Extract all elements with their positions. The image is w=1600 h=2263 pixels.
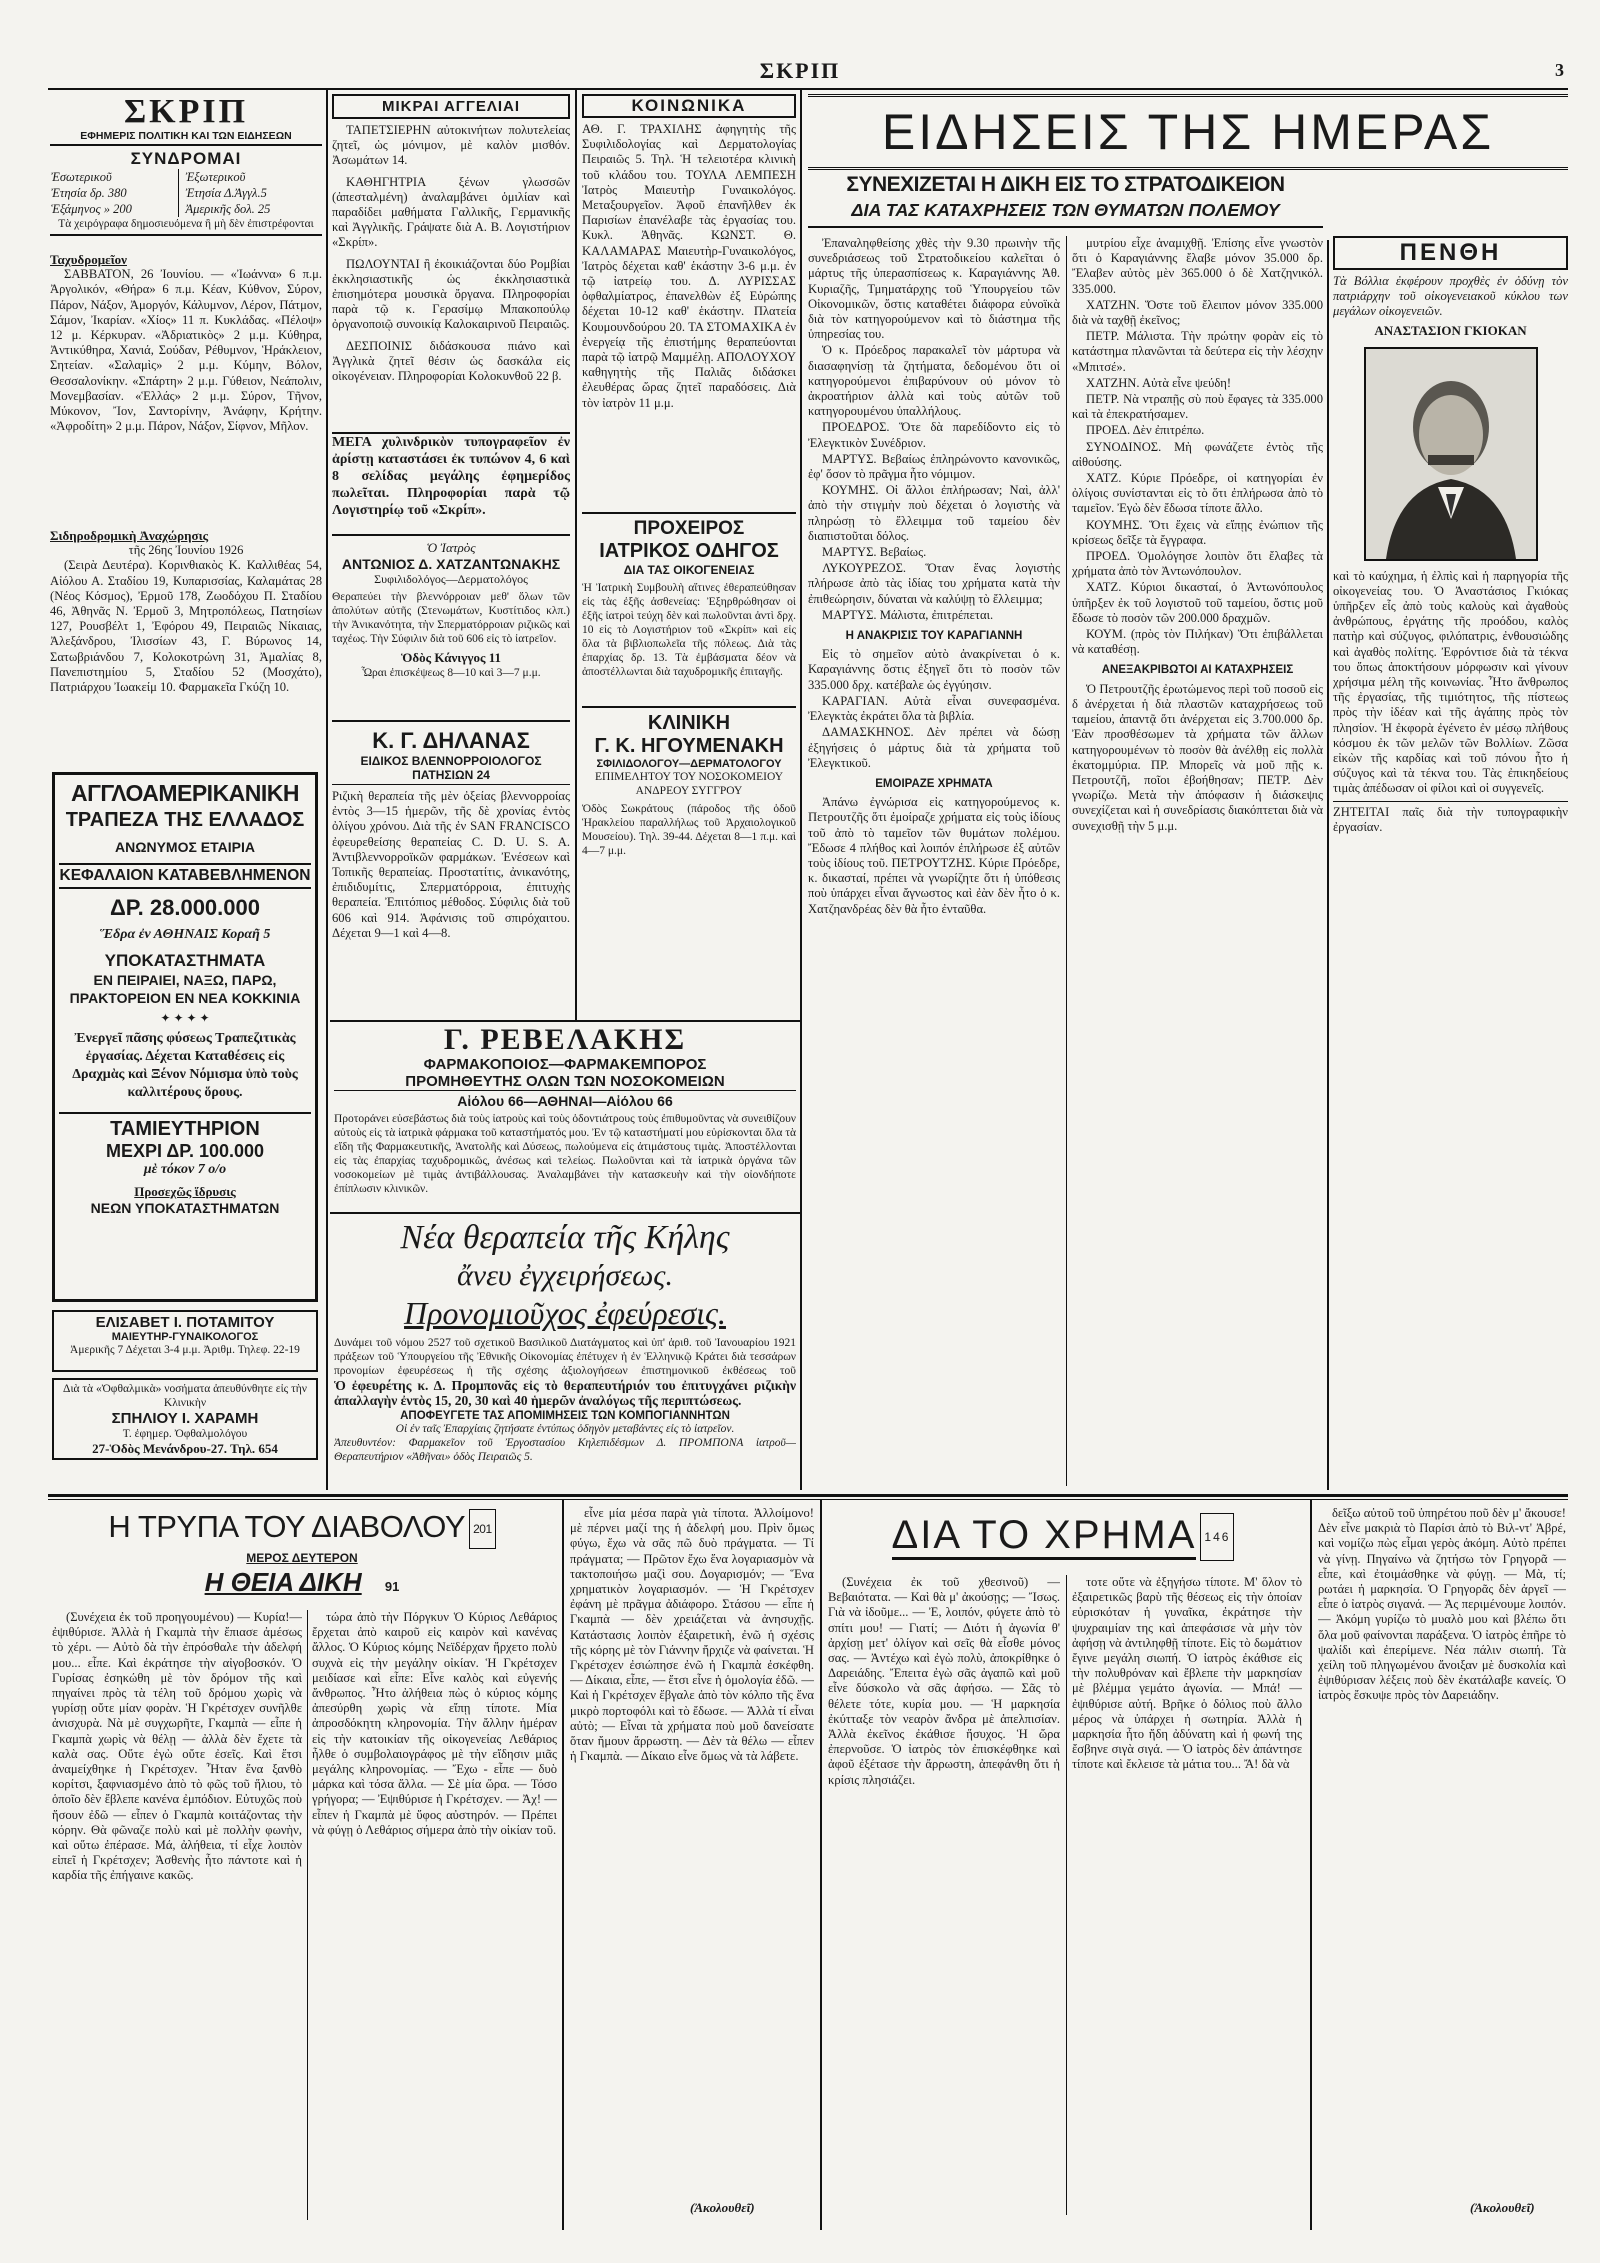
news-paragraph: ΚΑΡΑΓΙΑΝ. Αὐτὰ εἶναι συνεφασμένα. Ἐλεγκτὰς ἐκράτει ὅλα τὰ βιβλία. xyxy=(808,693,1060,724)
eye-clinic-text: Διὰ τὰ «Ὀφθαλμικὰ» νοσήματα ἀπευθύνθητε εἰς τὴν Κλινικὴν xyxy=(63,1383,307,1409)
hernia-line-1: Νέα θεραπεία τῆς Κήλης xyxy=(400,1219,730,1256)
news-banner-box xyxy=(808,94,1568,170)
eye-clinic-name: ΣΠΗΛΙΟΥ Ι. ΧΑΡΑΜΗ xyxy=(111,1410,259,1427)
serial-right-header xyxy=(828,1512,1298,1561)
midwife-spec: ΜΑΙΕΥΤΗΡ-ΓΥΝΑΙΚΟΛΟΓΟΣ xyxy=(111,1331,259,1343)
hernia-contact: Ἀπευθυντέον: Φαρμακεῖον τοῦ Ἐργοστασίου Κηλεπιδέσμων Δ. ΠΡΟΜΠΟΝΑ ἰατροῦ—Θεραπευτήριον «Ἀθῆναι» ὁδὸς Πειραιῶς 5. xyxy=(334,1437,796,1463)
news-paragraph: ΚΟΥΜΗΣ. Ὅτι ἔχεις νὰ εἴπῃς ἐνώπιον τῆς κρίσεως δεῖξε τὰ ἔγγραφα. xyxy=(1072,517,1323,547)
subscriptions-title: ΣΥΝΔΡΟΜΑΙ xyxy=(130,149,242,168)
pharmacy-text: Προτοράνει εὐσεβάστως διὰ τοὺς ἰατροὺς καὶ τοὺς ὀδοντιάτρους τοὺς ἐπιθυμοῦντας νὰ συνειθίζουν αὐτοὺς εἰς τὰ ἰατρικὰ φάρμακα τοῦ καταστήματός μου. Ἐν τῷ καταστήματί μου εὑρίσκονται ὅλα τὰ εἴδη τῆς Φαρμακευτικῆς, Ἀνατολῆς καὶ Δύσεως, πωλούμενα εἰς ἀτιμάστους τιμὰς. Ἀποστέλλονται εἰς τὰς ἐπαρχίας ταχυδρομικῶς, ἀνέσως καὶ τελείως. Πωλοῦνται καὶ τὰ ἰατρικὰ ὀργάνα τῶν νοσοκομείων μὲ τιμὰς ἀντιβάλλουσας. Ἀναλαμβάνει τὴν κατασκευὴν καὶ τὴν οἰονδήποτε ἐπίπλωσιν κλινικῶν. xyxy=(334,1113,796,1195)
obituary-end: ΖΗΤΕΙΤΑΙ παῖς διὰ τὴν τυπογραφικὴν ἐργασίαν. xyxy=(1333,801,1568,835)
pharmacy-top-rule xyxy=(330,1020,800,1022)
serial-right-text-b: τοτε οὔτε νὰ ἐξηγήσω τίποτε. Μ' ὅλον τὸ ἐξαιρετικῶς βαρὺ τῆς θέσεως εἰς τὴν ὁποίαν εὑρισκόταν ἡ γυναῖκα, ἐκράτησε τὴν ψυχραιμίαν της καὶ ἀπεφάσισε νὰ μὴν τὸν ἀφήσῃ νὰ ἀντιληφθῇ τίποτε. Εἰς τὸ δωμάτιον ἔγινε μεγάλη σιωπή. Ὁ ἰατρὸς ἐκάθισε εἰς τὴν πολυθρόναν καὶ ἔβλεπε τὴν μαρκησίαν μὲ βλέμμα γεμάτο ἀγωνία. — Μπά! — ἐψιθύρισε αὐτή. Βρῆκε ὁ δόλιος ποὺ ἄλλο μέρος νὰ ὑπάρχει ἡ σωτηρία. Ἀλλὰ ἡ μαρκησία ἦτο ἤδη ἀδύνατη καὶ ἡ φωνή της ἔσβηνε σιγὰ σιγά. — Ὁ ἰατρὸς δὲν ἀπάντησε τίποτε καὶ ἔκλεισε τὰ μάτια του... Ἄ! δὰ νὰ xyxy=(1072,1575,1302,1772)
serial-right-title: ΔΙΑ ΤΟ ΧΡΗΜΑ xyxy=(892,1513,1197,1560)
doctor-text: Θεραπεύει τὴν βλεννόρροιαν μεθ' ὅλων τῶν ἀπολύτων αὐτῆς (Στενωμάτων, Κυστίτιδος κλπ.) τὴν Ἀνικανότητα, τὴν Σπερματόρροιαν ριζικῶς καὶ ταχέως. Τὴν Σύφιλιν διὰ τοῦ 606 εἰς τὸ ἰατρεῖον. xyxy=(332,591,570,645)
subs-cell: Ἑξάμηνος » 200 xyxy=(51,202,132,216)
column-rule-1 xyxy=(326,90,328,1490)
column-rule-2 xyxy=(575,90,577,1020)
news-column-a xyxy=(808,236,1060,1486)
hernia-ad xyxy=(334,1218,796,1488)
serial-right-number: 146 xyxy=(1200,1513,1234,1561)
masthead-center: ΣΚΡΙΠ xyxy=(759,58,841,83)
news-paragraph: ΔΑΜΑΣΚΗΝΟΣ. Δὲν πρέπει νὰ δώσῃ ἐξηγήσεις ὁ μάρτυς διὰ τὰ χρήματα τοῦ Ἐλεγκτικοῦ. xyxy=(808,725,1060,770)
serial-rule-1 xyxy=(562,1500,564,2230)
serial-left-inner-rule xyxy=(307,1610,308,2220)
paper-subtitle: ΕΦΗΜΕΡΙΣ ΠΟΛΙΤΙΚΗ ΚΑΙ ΤΩΝ ΕΙΔΗΣΕΩΝ xyxy=(50,130,322,146)
medical-guide-ad xyxy=(582,512,796,704)
news-paragraph: ΠΕΤΡ. Μάλιστα. Τὴν πρώτην φορὰν εἰς τὸ κατάστημα πλανῶνται τὰ δεύτερα εἰς τὴν λέσχην «Μπιτσέ». xyxy=(1072,329,1323,374)
serial-right-text-a: (Συνέχεια ἐκ τοῦ χθεσινοῦ) — Βεβαιότατα. — Καὶ θὰ μ' ἀκούσῃς; — Ἴσως. Γιὰ νὰ ἰδοῦμε... — Ἐ, λοιπόν, φύγετε ἀπὸ τὸ σπίτι μου! — Γιατί; — Διότι ἡ ἀγωνία θ' ἀρχίσῃ μετ' ὀλίγον καὶ σεῖς θὰ εἶσθε μόνος σας. — Ἀντέχω καὶ ἐγὼ πολὺ, ἀποκρίθηκε ὁ Δαρειάδης. Ἔπειτα ἐγὼ σᾶς ἀγαπῶ καὶ μοῦ εἶνε δύσκολο νὰ σᾶς ἀφήσω. — Σᾶς τὸ θέλετε τότε, κυρία μου. — Ἡ μαρκησία ἐκύτταξε τὸν νεαρὸν ἄνδρα μὲ ἀπελπισίαν. Ἀλλὰ ἐκεῖνος ἐκάθισε ἥσυχος. Ἡ ὥρα ἐπερνοῦσε. Ὁ ἰατρὸς τὸν ἐπισκέφθηκε καὶ ἀφοῦ ἐξέτασε τὴν ἄρρωστη, ἀπεφάνθη ὅτι ἡ κρίσις πλησιάζει. xyxy=(828,1575,1060,1787)
doctor-address: Ὁδὸς Κάνιγγος 11 xyxy=(400,650,501,665)
subs-cell: Ἀμερικῆς δολ. 25 xyxy=(179,201,322,217)
bank-ornament: ✦ ✦ ✦ ✦ xyxy=(160,1011,210,1025)
news-column-rule xyxy=(1066,236,1067,1486)
news-paragraph: ΧΑΤΖ. Κύριε Πρόεδρε, οἱ κατηγορίαι ἐν ὀλίγοις συνίστανται εἰς τὸ ὅτι ἐπλήρωσα ἀπὸ τὸ ταμεῖον. Ἐγὼ δὲν ἔδωσα τίποτε ἄλλο. xyxy=(1072,471,1323,516)
serial-left-text-b: τώρα ἀπὸ τὴν Πόργκυν Ὁ Κύριος Λεθάριος ἔρχεται ἀπὸ καιροῦ εἰς καιρὸν καὶ κανένας ἄλλος. Ὁ Κύριος κόμης Νεϊδέρχαν ἤρχετο πολὺ συχνὰ εἰς τὴν μεγάλην οἰκίαν. Ἡ Γκρέτσχεν μειδίασε καὶ εἶπε: Εἶνε καλὸς καὶ εὐγενής ἄνθρωπος. Ἦτο ἀλήθεια πὼς ὁ κύριος κόμης ἀπεσύρθη χωρὶς νὰ εἴπῃ τίποτε. Μία ἀπροσδόκητη κληρονομία. Τὴν ἄλλην ἡμέραν εἰς τὴν κατοικίαν τῆς οἰκογενείας Λεθάριος ἦλθε ὁ συμβολαιογράφος μὲ τὴν εἴδησιν μιᾶς μεγάλης κληρονομίας. — Ἔχω - εἶπε — δυὸ μάρκα καὶ τόσα ἄλλα. — Σὲ μία ὥρα. — Τόσο γρήγορα; — Ἐψιθύρισε ἡ Γκρέτσχεν. — Ἀχ! — εἶπεν ἡ Γκαμπὰ μὲ ὕφος αὐστηρόν. — Πρέπει νὰ φύγῃ ὁ Λεθάριος σήμερα ἀπὸ τὴν οἰκίαν τοῦ. xyxy=(312,1610,557,1837)
post-text: ΣΑΒΒΑΤΟΝ, 26 Ἰουνίου. — «Ἰωάννα» 6 π.μ. Ἀργολικόν, «Θήρα» 6 π.μ. Κέαν, Κύθνον, Σύρον, Πάρον, Νάξον, Ἀμοργόν, Κάλυμνον, Λέρον, Πάτμον, Σάμον, Ἰκαρίαν. «Χίος» 11 π. Κυκλάδας. «Πέλοψ» 12 μ. Κέρκυραν. «Ἀδριατικὸς» 2 μ.μ. Κύθηρα, Ἀντικύθηρα, Χανιά, Σούδαν, Ρέθυμνον, Ἡράκλειον, Σητείαν. «Σαλαμὶς» 2 μ.μ. Κύμην, Βόλον, Θεσσαλονίκην. «Σπάρτη» 2 μ.μ. Γύθειον, Νεάπολιν, Μονεμβασίαν. «Ἑλλάς» 2 μ.μ. Σύρον, Τῆνον, Μύκονον, Ἴον, Σαντορίνην, Ἀνάφην, Κρήτην. «Ἀφροδίτη» 2 μ.μ. Πάρον, Νάξον, Σίφνον, Μῆλον. xyxy=(50,267,322,434)
bank-branches: ΕΝ ΠΕΙΡΑΙΕΙ, ΝΑΞΩ, ΠΑΡΩ, ΠΡΑΚΤΟΡΕΙΟΝ ΕΝ ΝΕΑ ΚΟΚΚΙΝΙΑ xyxy=(69,972,301,1006)
classifieds-box xyxy=(332,94,570,385)
guide-text: Ἡ Ἰατρικὴ Συμβουλὴ αἵτινες ἐθεραπεύθησαν εἰς τὰς ἐξῆς ἀσθενείας: Ἐξηρθρώθησαν οἱ ἐξῆς ἰατροὶ τεύχη δὲν καὶ πωλοῦνται ἀντὶ δρχ. 10 εἰς τὸ Λογιστήριον τοῦ «Σκρίπ» καὶ εἰς ὅλα τὰ βιβλιοπωλεῖα τῆς πόλεως. Διὰ τὰς ἐπαρχίας δρ. 13. Τὰ ἐμβάσματα δέον νὰ ἀποστέλλωνται διὰ ταχυδρομικῆς ἐπιταγῆς. xyxy=(582,582,796,678)
pharmacy-address: Αἰόλου 66—ΑΘΗΝΑΙ—Αἰόλου 66 xyxy=(457,1093,673,1109)
guide-subtitle: ΔΙΑ ΤΑΣ ΟΙΚΟΓΕΝΕΙΑΣ xyxy=(623,563,755,577)
hernia-line-3: Προνομιοῦχος ἐφεύρεσις. xyxy=(404,1295,726,1331)
pharmacy-name: Γ. ΡΕΒΕΛΑΚΗΣ xyxy=(443,1024,687,1056)
trains-title: Σιδηροδρομικὴ Ἀναχώρησις xyxy=(50,528,209,543)
eye-clinic-address: 27-Ὁδὸς Μενάνδρου-27. Τηλ. 654 xyxy=(92,1441,278,1456)
printing-press-ad xyxy=(332,432,570,536)
subs-cell: Ἐτησία Δ.Ἀγγλ.5 xyxy=(179,185,322,201)
news-paragraph: ΠΡΟΕΔ. Ὁμολόγησε λοιπὸν ὅτι ἔλαβες τὰ χρήματα ἀπὸ τὸν Ἀντωνόπουλον. xyxy=(1072,549,1323,579)
trains-text: (Σειρὰ Δευτέρα). Κορινθιακὸς Κ. Καλλιθέας 54, Αἰόλου Α. Σταδίου 19, Κυπαρισσίας, Καλαμάτας 28 (Νέος Κόσμος), Ἐρμοῦ 178, Ζωοδόχου Π. Σταδίου 46, Ἀθηνᾶς Ν. Ἐρμοῦ 3, Μητροπόλεως, Πατησίων 127, Ρουσβέλτ 1, Ἐφόρου 49, Πειραιῶς Νίκαιας, Ἀλεξάνδρου, Ἰλισσίων 43, Γ. Βύρωνος 14, Σατωβριάνδου 7, Κολοκοτρώνη 31, Ἀμαλίας 8, Πανεπιστημίου 5, Σταδίου 52 (Μοσχάτο), Πατριάρχου Ἰωακείμ 10. Φαρμακεῖα Γκύζη 10. xyxy=(50,558,322,695)
column-rule-3 xyxy=(800,90,802,1490)
post-section xyxy=(50,252,322,527)
classified-item: ΤΑΠΕΤΣΙΕΡΗΝ αὐτοκινήτων πολυτελείας ζητεῖ, ὡς μόνιμον, μὲ καλὸν μισθόν. Ἀσωμάτων 14. xyxy=(332,123,570,168)
hernia-line-2: ἄνευ ἐγχειρήσεως. xyxy=(457,1259,673,1292)
bank-ad xyxy=(52,772,318,1302)
news-headline-2: ΔΙΑ ΤΑΣ ΚΑΤΑΧΡΗΣΕΙΣ ΤΩΝ ΘΥΜΑΤΩΝ ΠΟΛΕΜΟΥ xyxy=(808,198,1323,228)
bank-name: ΑΓΓΛΟΑΜΕΡΙΚΑΝΙΚΗ xyxy=(70,780,300,806)
news-paragraph: Εἰς τὸ σημεῖον αὐτὸ ἀνακρίνεται ὁ κ. Καραγιάννης ὅστις ἐξηγεῖ ὅτι τὸ ποσὸν τῶν 335.000 δρχ. κατέβαλε ὡς ἐγγύησιν. xyxy=(808,647,1060,692)
news-paragraph: Ὁ κ. Πρόεδρος παρακαλεῖ τὸν μάρτυρα νὰ διασαφηνίσῃ τὰ ζητήματα, δεδομένου ὅτι οἱ κατηγορούμενοι ἐπιβαρύνουν οὐ μόνον τὸ ἀκροατήριον ἀλλὰ καὶ τοὺς αὐτῶν τοῦ κατηγορουμένου ὑπαλλήλους. xyxy=(808,343,1060,419)
pharmacy-ad xyxy=(334,1024,796,1210)
serial-left-title-line xyxy=(52,1508,552,1549)
subs-cell: Ἐσωτερικοῦ xyxy=(51,170,112,184)
bank-capital-label: ΚΕΦΑΛΑΙΟΝ ΚΑΤΑΒΕΒΛΗΜΕΝΟΝ xyxy=(59,863,311,889)
subscriptions-table xyxy=(50,169,322,217)
news-paragraph: ΚΟΥΜ. (πρὸς τὸν Πιλήκαν) Ὅτι ἐπιβάλλεται νὰ καταθέσῃ. xyxy=(1072,627,1323,657)
pharmacy-sub: ΦΑΡΜΑΚΟΠΟΙΟΣ—ΦΑΡΜΑΚΕΜΠΟΡΟΣ xyxy=(423,1056,707,1073)
classified-item: ΚΑΘΗΓΗΤΡΙΑ ξένων γλωσσῶν (ἀπεσταλμένη) ἀναλαμβάνει ὁμιλίαν καὶ παραδίδει μαθήματα Γαλλικῆς, Γερμανικῆς καὶ Ἀγγλικῆς. Γράψατε διὰ Α. Β. Λογιστήριον «Σκρίπ». xyxy=(332,174,570,250)
hernia-top-rule xyxy=(330,1212,800,1214)
hernia-bold: Ὁ ἐφευρέτης κ. Δ. Προμπονᾶς εἰς τὸ θεραπευτήριόν του ἐπιτυγχάνει ριζικὴν ἀπαλλαγὴν ἐντὸς 15, 20, 30 καὶ 40 ἡμερῶν ἀναλόγως τῆς περιπτώσεως. xyxy=(334,1378,796,1408)
serial-left-title: Η ΤΡΥΠΑ ΤΟΥ ΔΙΑΒΟΛΟΥ xyxy=(108,1509,466,1544)
portrait-photo-icon xyxy=(1366,349,1536,559)
eye-clinic-sub: Τ. ἐφημερ. Ὀφθαλμολόγου xyxy=(122,1428,248,1440)
midwife-ad xyxy=(52,1310,318,1372)
post-title: Ταχυδρομεῖον xyxy=(50,252,127,267)
masthead-box xyxy=(50,94,322,236)
news-paragraph: ΚΟΥΜΗΣ. Οἱ ἄλλοι ἐπλήρωσαν; Ναὶ, ἀλλ' ἀπὸ τὴν στιγμὴν ποὺ δέχεται ὁ λογιστὴς νὰ πληρώσῃ τὸ ἔλλειμμα τοῦ ταμείου δὲν διαπιστοῦται δόλος. xyxy=(808,483,1060,543)
bank-new-branches: ΝΕΩΝ ΥΠΟΚΑΤΑΣΤΗΜΑΤΩΝ xyxy=(90,1200,280,1216)
bank-savings: ΤΑΜΙΕΥΤΗΡΙΟΝ xyxy=(59,1112,311,1141)
bank-capital: ΔΡ. 28.000.000 xyxy=(109,895,260,920)
clinic-ad xyxy=(582,706,796,1018)
news-paragraph: ΛΥΚΟΥΡΕΖΟΣ. Ὅταν ἕνας λογιστὴς πλήρωσε ἀπὸ τὰς ἰδίας του χρήματα κατὰ τὴν ἐπιθεώρησιν, δύναται νὰ καλύψῃ τὸ ἔλλειμμα; xyxy=(808,561,1060,606)
clinic-name: Γ. Κ. ΗΓΟΥΜΕΝΑΚΗ xyxy=(594,735,784,757)
serial-middle-text: εἶνε μία μέσα παρὰ γιὰ τίποτα. Ἀλλοίμονο! μὲ πέρνει μαζί της ἡ ἀδελφή μου. Πρὶν ὅμως φύγω, ἔχω νὰ σᾶς πῶ δυὸ πράγματα. — Τί πράγματα; — Πρῶτον ἔχω ἕνα λογαριασμὸν νὰ τακτοποιήσω μαζὶ σου. Δογαρισμόν; — Ἕνα χρηματικὸν λογαριασμόν. — Ἡ Γκρέτσχεν ἐφάνη μὲ πρᾶγμα ἀδιάφορο. Στάσου — εἶπε ἡ Γκαμπὰ — δὲν χρειάζεται νὰ ἀνησυχῇς. Κατάστασις λοιπὸν ἐξαιρετικὴ, ἐνῶ ἡ σχέσις τῆς κόρης μὲ τὸν Γιάννην ἤρχιζε νὰ φαίνεται. Ἡ Γκρέτσχεν ἐσιώπησε ἐνῶ ἡ Γκαμπὰ ἐσκέφθη. — Δίκαια, εἶπε, — ἔτσι εἶνε ἡ ὁμολογία ἐδῶ. — Καὶ ἡ Γκρέτσχεν ἔβγαλε ἀπὸ τὸν κόλπο τῆς ἕνα μικρὸ πορτοφόλι καὶ τὸ ἔδωσε. — Ἀλλὰ τί εἶναι αὐτὸ; — Εἶναι τὰ χρήματα ποὺ μοῦ δανείσατε ὅταν ἤμουν ἄρρωστη. — Δὲν τὰ θέλω — εἶπεν ἡ Γκαμπὰ. — Δίκαιο εἶνε ὅμως νὰ τὰ λάβετε. xyxy=(570,1506,814,1764)
social-title: ΚΟΙΝΩΝΙΚΑ xyxy=(582,94,796,118)
news-subhead: ΕΜΟΙΡΑΖΕ ΧΡΗΜΑΤΑ xyxy=(875,777,993,790)
lab-text: Ριζικὴ θεραπεία τῆς μὲν ὀξείας βλεννορροίας ἐντὸς 3—15 ἡμερῶν, τῆς δὲ χρονίας ἐντὸς ὀλίγου χρόνου. Διὰ τῆς ἐν SAN FRANCISCO ἐφευρεθείσης θεραπείας C. D. U. S. A. Ἀντιβλεννορροϊκῶν φαρμάκων. Ἐνέσεων καὶ Τοπικῆς θεραπείας. Προστατίτις, ἀνικανότης, ἐπιδιδυμίτις, Σπερματόρροια, ἐπιτυχὴς θεραπεία. Ἐπιτόπιος μέθοδος. Σύφιλις διὰ τοῦ 606 καὶ 914. Ἀφάνισις τοῦ σπιρόχαιτου. Δέχεται 9—1 καὶ 4—8. xyxy=(332,789,570,940)
news-paragraph: ΜΑΡΤΥΣ. Βεβαίως ἐπληρώνοντο κανονικῶς, ἐφ' ὅσον τὸ πρᾶγμα ἦτο νόμιμον. xyxy=(808,451,1060,482)
news-paragraph: Ὁ Πετρουτζῆς ἐρωτώμενος περὶ τοῦ ποσοῦ εἰς δ ἀνέρχεται ἡ διὰ πλαστῶν καταχρήσεως τοῦ ταμείου, ἀπαντᾷ ὅτι ἀνέρχεται εἰς 3.700.000 δρ. Ἐὰν προσθέσωμεν τὰ χρήματα τῶν ἄλλων κατηγορουμένων τὸ ποσὸν θὰ ἀνέλθῃ εἰς πολλὰ ἑκατομμύρια. ΠΡ. Μπορεῖς νὰ μοῦ πῇς κ. Πετρουτζῆ, ποῖοι ἐβοήθησαν; ΠΕΤΡ. Δὲν γνωρίζω. Μετὰ τὴν ἀπόφασιν ἡ διάσκεψις συνεχίζεται καὶ ἡ συνεδρίασις διακόπτεται διὰ νὰ συνεχισθῇ τὴν 5 μ.μ. xyxy=(1072,681,1323,833)
trains-section xyxy=(50,528,322,768)
news-column-b xyxy=(1072,236,1323,1486)
news-subhead: ΑΝΕΞΑΚΡΙΒΩΤΟΙ ΑΙ ΚΑΤΑΧΡΗΣΕΙΣ xyxy=(1101,664,1294,677)
guide-title-2: ΙΑΤΡΙΚΟΣ ΟΔΗΓΟΣ xyxy=(599,540,779,562)
doctor-name: ΑΝΤΩΝΙΟΣ Δ. ΧΑΤΖΑΝΤΩΝΑΚΗΣ xyxy=(341,556,561,572)
serial-left-number: 201 xyxy=(469,1509,496,1549)
lab-subtitle: ΕΙΔΙΚΟΣ ΒΛΕΝΝΟΡΡΟΙΟΛΟΓΟΣ xyxy=(360,754,542,768)
obituary-section xyxy=(1333,236,1568,1486)
news-paragraph: μυτρίου εἶχε ἀναμιχθῇ. Ἐπίσης εἶνε γνωστὸν ὅτι ὁ Καραγιάννης ἔλαβε μόνον 35.000 δρ. Ἔλαβεν αὐτὸς μὲν 365.000 ὁ δὲ Χατζηνικόλ. 335.000. xyxy=(1072,236,1323,296)
pharmacy-sub-2: ΠΡΟΜΗΘΕΥΤΗΣ ΟΛΩΝ ΤΩΝ ΝΟΣΟΚΟΜΕΙΩΝ xyxy=(334,1073,796,1091)
doctor-label: Ὁ Ἰατρὸς xyxy=(426,540,476,555)
subs-cell: Ἐτησία δρ. 380 xyxy=(51,186,127,200)
hernia-warning: ΑΠΟΦΕΥΓΕΤΕ ΤΑΣ ΑΠΟΜΙΜΗΣΕΙΣ ΤΩΝ ΚΟΜΠΟΓΙΑΝΝΗΤΩΝ xyxy=(400,1410,730,1422)
clinic-title: ΚΛΙΝΙΚΗ xyxy=(647,712,731,734)
news-headline-box xyxy=(808,172,1323,228)
serial-right-continued: (Ἀκολουθεῖ) xyxy=(1470,2200,1535,2215)
serial-left-chapter-number: 91 xyxy=(384,1578,400,1594)
news-headline-1: ΣΥΝΕΧΙΖΕΤΑΙ Η ΔΙΚΗ ΕΙΣ ΤΟ ΣΤΡΑΤΟΔΙΚΕΙΟΝ xyxy=(846,173,1285,196)
subscriptions-note: Τὰ χειρόγραφα δημοσιευόμενα ἢ μὴ δὲν ἐπιστρέφονται xyxy=(50,217,322,236)
serial-right-text-c: δεῖξω αὐτοῦ τοῦ ὑπηρέτου ποῦ δὲν μ' ἄκουσε! Δὲν εἶνε μακριὰ τὸ Παρίσι ἀπὸ τὸ Βιλ-ντ' Ἀβρέ, καὶ νομίζω πὼς εἶμαι γερὸς ἀκόμη. Αὐτὸ πρέπει νὰ γίνῃ. Πηγαίνω νὰ ζητήσω τὸν Γρηγορᾶ — εἶπε, καὶ ἐτοιμάσθηκε νὰ φύγῃ. — Μὰ, τί; ρωτάει ἡ μαρκησία. Ὁ Γρηγορᾶς δὲν ἀργεῖ — εἶπε ὁ ἰατρὸς σιγανά. — Ἀς περιμένουμε λοιπόν. — Ἀκόμη γυρίζω τὸ μυαλὸ μου καὶ βλέπω ὅτι ὅλα μοῦ φαίνονται παράξενα. Ὁ ἰατρὸς ἐπῆρε τὸ ψαλίδι καὶ ἐπερίμενε. Νέα πάλιν σιωπή. Τὰ χείλη τοῦ πληγωμένου ἄνοιξαν μὲ δυσκολία καὶ ἐψιθύρισαν λέξεις ποὺ δὲν ἐκατάλαβε κανείς. Ὁ ἰατρὸς ἔσκυψε πρὸς τὸν Δαρειάδην. xyxy=(1318,1506,1566,1703)
lab-ad xyxy=(332,728,570,1018)
news-paragraph: ΠΕΤΡ. Νὰ ντραπῇς σὺ ποὺ ἔφαγες τὰ 335.000 καὶ τὰ ἐπεκρατήσαμεν. xyxy=(1072,392,1323,422)
classified-item: ΠΩΛΟΥΝΤΑΙ ἢ ἐκοικιάζονται δύο Ρομβίαι ἐκκλησιαστικῆς ὡς ἐκκλησιαστικὰ ἐπισημότερα μουσικὰ ὄργανα. Πληροφορίαι παρὰ τῷ κ. Γερασίμῳ Μπακοπούλῳ ὀργανοποιῷ συνοικίᾳ Καλοκαιρινοῦ Πειραιῶς. xyxy=(332,256,570,332)
lab-title: Κ. Γ. ΔΗΛΑΝΑΣ xyxy=(372,728,530,753)
serial-left-part: ΜΕΡΟΣ ΔΕΥΤΕΡΟΝ xyxy=(246,1550,358,1565)
bank-subtitle: ΤΡΑΠΕΖΑ ΤΗΣ ΕΛΛΑΔΟΣ xyxy=(65,809,305,831)
social-section xyxy=(582,94,796,509)
serial-middle-continued: (Ἀκολουθεῖ) xyxy=(690,2200,755,2215)
bank-seat: Ἕδρα ἐν ΑΘΗΝΑΙΣ Κοραῆ 5 xyxy=(99,927,271,942)
news-paragraph: ΜΑΡΤΥΣ. Μάλιστα, ἐπιτρέπεται. xyxy=(822,607,994,622)
printing-press-text: ΜΕΓΑ χυλινδρικὸν τυπογραφεῖον ἐν ἀρίστῃ καταστάσει ἐκ τυπώνον 4, 6 καὶ 8 σελίδας μεγάλης ἐφημερίδος πωλεῖται. Πληροφορίαι παρὰ τῷ Λογιστηρίῳ τοῦ «Σκρίπ». xyxy=(332,435,570,518)
news-subhead: Η ΑΝΑΚΡΙΣΙΣ ΤΟΥ ΚΑΡΑΓΙΑΝΝΗ xyxy=(845,630,1023,643)
bank-rate: μὲ τόκον 7 ο/ο xyxy=(143,1162,227,1177)
serial-right-inner-rule xyxy=(1066,1575,1067,2215)
hernia-text: Δυνάμει τοῦ νόμου 2527 τοῦ σχετικοῦ Βασιλικοῦ Διατάγματος καὶ ὑπ' ἀριθ. τοῦ Ἰανουαρίου 1921 πράξεων τοῦ Ὑπουργείου τῆς Ἐθνικῆς Οἰκονομίας ἐπέτυχεν ἡ ἐν Ἑλληνικῷ Κράτει διὰ τεσσάρων προνομίων ἐφευρέσεως ἡ τῆς σχέσης ἀξιολογήσεων ἐπιστημονικοῦ ἐκθέσεως τοῦ xyxy=(334,1337,796,1377)
serial-right-title-line xyxy=(828,1512,1298,1561)
doctor-ad xyxy=(332,540,570,722)
news-paragraph: ΧΑΤΖΗΝ. Ὅστε τοῦ ἔλειπον μόνον 335.000 διὰ νὰ ταχθῇ ἐκεῖνος; xyxy=(1072,297,1323,328)
eye-clinic-ad xyxy=(52,1378,318,1460)
news-paragraph: ΜΑΡΤΥΣ. Βεβαίως. xyxy=(822,545,927,560)
clinic-text: Ὁδὸς Σωκράτους (πάροδος τῆς ὁδοῦ Ἡρακλείου παραλλήλως τοῦ Ἀρχαιολογικοῦ Μουσείου). Τηλ. 39-44. Δέχεται 8—1 π.μ. καὶ 4—7 μ.μ. xyxy=(582,803,796,857)
news-paragraph: ΠΡΟΕΔΡΟΣ. Ὅτε δὰ παρεδίδοντο εἰς τὸ Ἐλεγκτικὸν Συνέδριον. xyxy=(808,420,1060,450)
classifieds-title: ΜΙΚΡΑΙ ΑΓΓΕΛΙΑΙ xyxy=(332,94,570,119)
subs-cell: Ἐξωτερικοῦ xyxy=(179,169,322,185)
serial-rule-2 xyxy=(820,1500,822,2230)
midwife-text: Ἀμερικῆς 7 Δέχεται 3-4 μ.μ. Ἀριθμ. Τηλεφ. 22-19 xyxy=(70,1344,300,1356)
clinic-spec: ΣΦΙΛΙΔΟΛΟΓΟΥ—ΔΕΡΜΑΤΟΛΟΓΟΥ xyxy=(596,758,782,770)
doctor-hours: Ὧραι ἐπισκέψεως 8—10 καὶ 3—7 μ.μ. xyxy=(361,667,541,679)
column-rule-4 xyxy=(1327,240,1329,1490)
classifieds-list xyxy=(332,123,570,385)
news-paragraph: Ἐπαναληφθείσης χθὲς τὴν 9.30 πρωινὴν τῆς συνεδριάσεως τοῦ Στρατοδικείου καλεῖται ὁ μάρτυς τῆς ὑπερασπίσεως κ. Καραγιάννης Ἀθ. Κυριαζῆς, Τμηματάρχης τοῦ Ὑπουργείου τῶν Οἰκονομικῶν, ὅστις καταθέτει διάφορα εὐνοϊκὰ διὰ τὸν κατηγορούμενον καὶ τὸ διάστημα τῆς ὑπηρεσίας του. xyxy=(808,236,1060,342)
news-paragraph: ΧΑΤΖ. Κύριοι δικασταί, ὁ Ἀντωνόπουλος ὑπῆρξεν ἐκ τοῦ λογιστοῦ τοῦ ταμείου, ὅστις μοῦ ἔδωσε τὸ ποσὸν τῶν 200.000 δραχμῶν. xyxy=(1072,580,1323,625)
serial-rule-3 xyxy=(1310,1500,1312,2230)
serial-left-chapter-line xyxy=(52,1567,552,1598)
page-number: 3 xyxy=(1555,60,1564,80)
obituary-name: ΑΝΑΣΤΑΣΙΟΝ ΓΚΙΟΚΑΝ xyxy=(1374,322,1527,338)
header-rule xyxy=(48,88,1568,90)
guide-title: ΠΡΟΧΕΙΡΟΣ xyxy=(633,518,745,539)
news-banner: ΕΙΔΗΣΕΙΣ ΤΗΣ ΗΜΕΡΑΣ xyxy=(881,104,1495,160)
trains-subtitle: τῆς 26ης Ἰουνίου 1926 xyxy=(128,543,244,558)
obituary-text: καὶ τὸ καύχημα, ἡ ἐλπὶς καὶ ἡ παρηγορία τῆς οἰκογενείας του. Ὁ Ἀναστάσιος Γκιόκας ὑπῆρξεν εἷς ἀπὸ τοὺς καλοὺς καὶ ἀγαθοὺς ἀνθρώπους, ἐργάτης τῆς προόδου, καλὸς πατὴρ καὶ σύζυγος, φιλόπατρις, ἐνθουσιώδης καὶ ἀγαθὸς πολίτης. Ἐφρόντισε διὰ τὰ τέκνα του ὅπως ἀποκτήσουν μόρφωσιν καὶ γίνουν χρήσιμα μέλη τῆς κοινωνίας. Ἦτο ἄνθρωπος τῆς ἐργασίας, τῆς τιμιότητος, τῆς πίστεως πρὸς τὴν ἰδέαν καὶ τῆς ἀγάπης πρὸς τὸν πλησίον. Ἡ ἐκφορὰ ἐγένετο ἐν μέσῳ πλήθους κόσμου ἐκ τῶν μελῶν τῶν Βολλίων. Ζῶσα εἰκὼν τῆς καρδίας καὶ τοῦ πόνου ἦτο ἡ σύζυγος καὶ τὰ τέκνα του. Τὰς ἐπικηδείους τιμὰς ἀπέδωσαν οἱ φίλοι καὶ οἱ συγγενεῖς. xyxy=(1333,568,1568,796)
bank-type: ΑΝΩΝΥΜΟΣ ΕΤΑΙΡΙΑ xyxy=(115,839,255,855)
serial-left-chapter: Η ΘΕΙΑ ΔΙΚΗ xyxy=(204,1566,362,1597)
bank-branches-title: ΥΠΟΚΑΤΑΣΤΗΜΑΤΑ xyxy=(104,951,266,970)
bank-savings-max: ΜΕΧΡΙ ΔΡ. 100.000 xyxy=(105,1141,265,1161)
doctor-spec: Συφιλιδολόγος—Δερματολόγος xyxy=(374,572,528,586)
obituary-portrait xyxy=(1364,347,1538,561)
obituary-intro: Τὰ Βόλλια ἐκφέρουν προχθὲς ἐν ὀδύνῃ τὸν πατριάρχην τοῦ οἰκογενειακοῦ κύκλου των μεγάλων οἰκογενειῶν. xyxy=(1333,274,1568,319)
serial-left-header xyxy=(52,1508,552,1598)
news-paragraph: ΠΡΟΕΔ. Δὲν ἐπιτρέπω. xyxy=(1086,423,1205,438)
serials-top-rule xyxy=(48,1494,1568,1497)
serials-top-rule-2 xyxy=(48,1499,1568,1500)
midwife-name: ΕΛΙΣΑΒΕΤ Ι. ΠΟΤΑΜΙΤΟΥ xyxy=(95,1314,275,1331)
hernia-warning-2: Οἱ ἐν ταῖς Ἐπαρχίαις ζητήσατε ἐντύπως ὁδηγὸν μεταβάντες εἰς τὸ ἰατρεῖον. xyxy=(395,1423,735,1435)
social-text: ΑΘ. Γ. ΤΡΑΧΙΛΗΣ ἀφηγητὴς τῆς Συφιλιδολογίας καὶ Δερματολογίας Πειραιῶς 5. Τηλ. Ἡ τελειοτέρα κλινικὴ τοῦ κλάδου του. ΤΟΥΛΑ ΛΕΜΠΕΣΗ Ἰατρὸς Μαιευτὴρ Γυναικολόγος. Μεταξουργεῖον. Ἀφοῦ ἐπανῆλθεν ἐκ Παρισίων ἐπανέλαβε τὰς ἐργασίας του. Κυκλ. Ἀθηνᾶς. ΚΩΝΣΤ. Θ. ΚΑΛΑΜΑΡΑΣ Μαιευτὴρ-Γυναικολόγος, Ἰατρὸς δέχεται καθ' ἑκάστην 3-6 μ.μ. ἐν τῷ ἰατρείῳ του. Δ. ΛΥΡΙΣΣΑΣ ὀφθαλμίατρος, ἐπανελθὼν ἐξ Εὐρώπης δέχεται 10-12 καθ' ἑκάστην. Πλατεία Κουμουνδούρου 20. ΤΑ ΣΤΟΜΑΧΙΚΑ ἐν ἐνεργείᾳ τῆς ἐπιστήμης θεραπεύονται παρὰ τῷ ἰατρῷ Μαμμέλῃ. ΑΠΟΛΟΥΧΟΥ καθηγητὴς τῆς Παλιᾶς διδάσκει ἐλευθέρας ὥρας ζητεῖ παραδόσεις. Διὰ τὸν ἰατρὸν 11 μ.μ. xyxy=(582,122,796,410)
news-paragraph: ΣΥΝΟΔΙΝΟΣ. Μὴ φωνάζετε ἐντὸς τῆς αἰθούσης. xyxy=(1072,439,1323,469)
lab-address: ΠΑΤΗΣΙΩΝ 24 xyxy=(332,768,570,785)
bank-new: Προσεχῶς ἵδρυσις xyxy=(134,1184,236,1199)
clinic-sub: ΕΠΙΜΕΛΗΤΟΥ ΤΟΥ ΝΟΣΟΚΟΜΕΙΟΥ ΑΝΔΡΕΟΥ ΣΥΓΓΡΟΥ xyxy=(595,771,783,797)
news-paragraph: ΧΑΤΖΗΝ. Αὐτὰ εἶνε ψεύδη! xyxy=(1086,375,1232,390)
news-paragraph: Ἀπάνω ἐγνώρισα εἰς κατηγορούμενος κ. Πετρουτζῆς ὅτι ἐμοίραζε χρήματα εἰς τοὺς ἰδίους τοῦ ἀπὸ τὸ ταμεῖον τῶν θυμάτων πολέμου. Ἔδωσε 4 πλήθος καὶ λοιπόν ἐπλήρωσε ἐξ αὐτῶν τοὺς ἰδίους τοῦ. ΠΕΤΡΟΥΤΖΗΣ. Κύριε Πρόεδρε, κ. δικασταί, πρέπει νὰ γνωρίζητε ὅτι ἡ ὑπόθεσις ποὺ ὑπάρχει εἶναι ἄγνωστος καὶ ἐὰν δὲν ἦτο ὁ κ. Χατζηανδρέας δὲν θὰ ἦτο ἐνταῦθα. xyxy=(808,795,1060,916)
obituary-title: ΠΕΝΘΗ xyxy=(1333,236,1568,270)
serial-left-text-a: (Συνέχεια ἐκ τοῦ προηγουμένου) — Κυρία!—ἐψιθύρισε. Ἀλλὰ ἡ Γκαμπὰ τὴν ἔπιασε ἀμέσως τὸ χέρι. — Αὐτὸ δὰ τὴν ἐπρόσθαλε τὴν ἀδελφή μου... εἶπε. Καὶ ἐκράτησε τὴν αἰγοβοσκόν. Ὁ Γυρίσας ἐσηκώθη μὲ τὸν δρόμον τῆς καὶ πηγαίνει πρὸς τὰ τέλη τοῦ δρόμου χωρὶς νὰ γυρίσῃ οὔτε μίαν φορὰν. Ἡ Γκρέτσχεν συνῆλθε ἀνισχυρὰ. Νὰ μὲ συγχωρῆτε, Γκαμπὰ — εἶπε ἡ Γκαμπὰ χωρὶς νὰ θέλῃ — ἀλλὰ δὲν ἔχετε τὰ καλὰ σας. Οὔτε ἐγὼ οὔτε ἐσεῖς. Καὶ ἔτσι ἀναμείχθηκε ἡ Γκρέτσχεν. Ἦταν ἕνα ξανθὸ κορίτσι, ξαφνιασμένο ἀπὸ τὸ φῶς τοῦ ἥλιου, τὸ ὁποῖο δὲν ἔβλεπε κανένα ἐμπόδιον. Εὐτυχῶς ποὺ ἥσουν ἐδῶ — εἶπεν ὁ Γκαμπὰ κοιτάζοντας τὴν κόρην. Θὰ φῶναζε πολὺ καὶ μὲ πολλὴν φωνὴν, καὶ οὕτω ἐπέρασε. Μά, ἀλήθεια, τί εἶχε λοιπὸν εἰπεῖ ἡ Γκρέτσχεν; Ἀσθενὴς ἦτο πάντοτε καὶ ἡ καρδία τῆς ἐπήγαινε κακῶς. xyxy=(52,1610,302,1883)
paper-name: ΣΚΡΙΠ xyxy=(123,93,249,130)
classified-item: ΔΕΣΠΟΙΝΙΣ διδάσκουσα πιάνο καὶ Ἀγγλικὰ ζητεῖ θέσιν ὡς δασκάλα εἰς οἰκογένειαν. Πληροφορίαι Κολοκυνθοῦ 22 β. xyxy=(332,338,570,384)
bank-text: Ἐνεργεῖ πᾶσης φύσεως Τραπεζιτικὰς ἐργασίας. Δέχεται Καταθέσεις εἰς Δραχμὰς καὶ Ξένον Νόμισμα ὑπὸ τοὺς καλλιτέρους ὅρους. xyxy=(72,1031,298,1100)
